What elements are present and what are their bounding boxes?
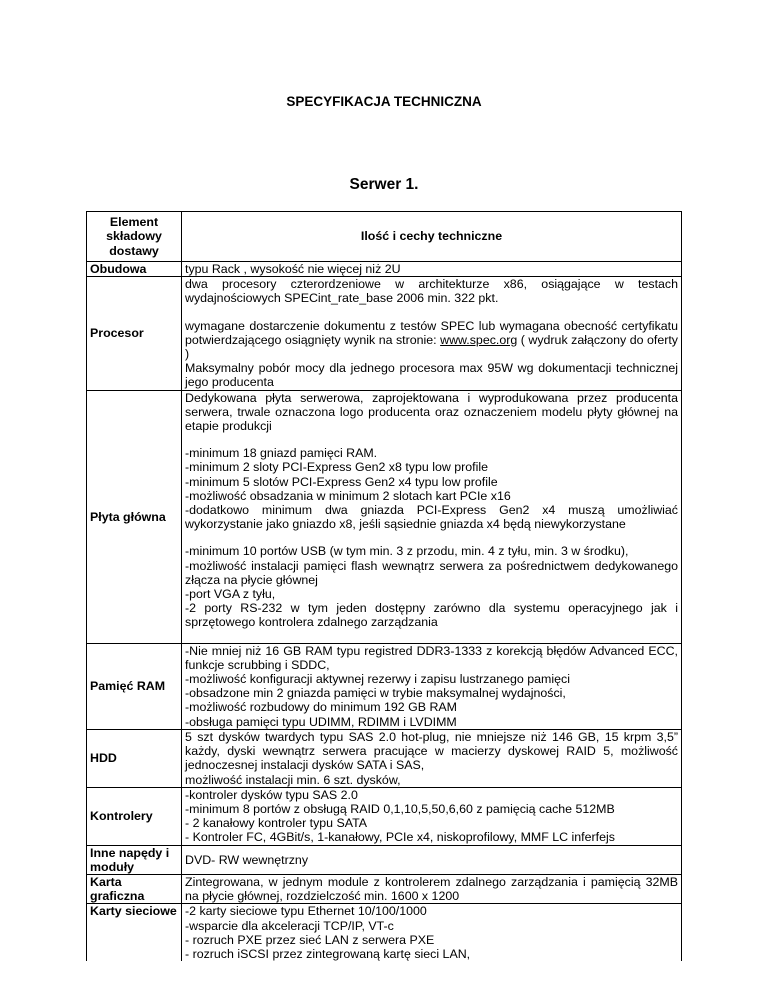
row-label: Pamięć RAM xyxy=(87,643,182,729)
value-line: Dedykowana płyta serwerowa, zaprojektowana i wyprodukowana przez producenta serwera, trwale oznaczona logo producenta oraz oznaczeniem modelu płyty głównej na etapie produkcji xyxy=(185,390,678,434)
value-line: -minimum 5 slotów PCI-Express Gen2 x4 typu low profile xyxy=(185,474,498,489)
row-label: Inne napędy i moduły xyxy=(87,845,182,874)
row-label: Karta graficzna xyxy=(87,874,182,903)
header-element: Element składowy dostawy xyxy=(87,212,182,262)
value-line: 5 szt dysków twardych typu SAS 2.0 hot-plug, nie mniejsze niż 146 GB, 15 krpm 3,5” każdy, dyski wewnątrz serwera pracujące w macierzy dyskowej RAID 5, możliwość jednoczesnej instalacji dysków SATA i SAS, xyxy=(185,729,678,773)
row-label: Procesor xyxy=(87,277,182,390)
row-label: Obudowa xyxy=(87,262,182,277)
specification-table xyxy=(86,211,682,961)
value-line: -możliwość konfiguracji aktywnej rezerwy i zapisu lustrzanego pamięci xyxy=(185,672,570,687)
value-line: -możliwość obsadzania w minimum 2 slotach kart PCIe x16 xyxy=(185,488,511,503)
value-line: -2 porty RS-232 w tym jeden dostępny zarówno dla systemu operacyjnego jak i sprzętowego kontrolera zdalnego zarządzania xyxy=(185,601,678,630)
value-line: -Nie mniej niż 16 GB RAM typu registred DDR3-1333 z korekcją błędów Advanced ECC, funkcje scrubbing i SDDC, xyxy=(185,643,678,672)
value-line: -2 karty sieciowe typu Ethernet 10/100/1000 xyxy=(185,904,427,919)
row-inne-napedy xyxy=(87,845,682,874)
value-line: typu Rack , wysokość nie więcej niż 2U xyxy=(185,262,401,276)
row-karta-graficzna xyxy=(87,874,682,903)
value-line: - Kontroler FC, 4GBit/s, 1-kanałowy, PCIe x4, niskoprofilowy, MMF LC inferfejs xyxy=(185,830,615,845)
header-features: Ilość i cechy techniczne xyxy=(182,212,682,262)
row-hdd xyxy=(87,729,682,787)
row-procesor xyxy=(87,277,682,390)
value-line: możliwość instalacji min. 6 szt. dysków, xyxy=(185,772,401,787)
row-plyta-glowna xyxy=(87,390,682,643)
value-line xyxy=(185,319,678,362)
document-title: SPECYFIKACJA TECHNICZNA xyxy=(286,94,482,109)
value-line: Maksymalny pobór mocy dla jednego procesora max 95W wg dokumentacji technicznej jego producenta xyxy=(185,361,678,390)
value-line: -obsługa pamięci typu UDIMM, RDIMM i LVDIMM xyxy=(185,714,457,729)
row-value: Zintegrowana, w jednym module z kontrolerem zdalnego zarządzania i pamięcią 32MB na płycie głównej, rozdzielczość min. 1600 x 1200 xyxy=(182,874,682,903)
value-line: dwa procesory czterordzeniowe w architekturze x86, osiągające w testach wydajnościowych SPECint_rate_base 2006 min. 322 pkt. xyxy=(185,277,678,306)
row-obudowa xyxy=(87,262,682,277)
value-line: -dodatkowo minimum dwa gniazda PCI-Express Gen2 x4 muszą umożliwiać wykorzystanie jako gniazdo x8, jeśli sąsiednie gniazda x4 będą niewykorzystane xyxy=(185,503,678,532)
value-text: wymagane dostarczenie dokumentu z testów SPEC lub wymagana obecność certyfikatu potwierdzającego osiągnięty wynik na stronie: xyxy=(185,318,678,347)
row-value xyxy=(182,643,682,729)
row-kontrolery xyxy=(87,787,682,845)
value-line: -port VGA z tyłu, xyxy=(185,587,276,602)
value-line: - rozruch iSCSI przez zintegrowaną kartę sieci LAN, xyxy=(185,946,471,961)
value-line: -możliwość rozbudowy do minimum 192 GB RAM xyxy=(185,700,457,715)
spec-org-link[interactable]: www.spec.org xyxy=(440,332,518,347)
table-header-row xyxy=(87,212,682,262)
row-value xyxy=(182,277,682,390)
row-value: DVD- RW wewnętrzny xyxy=(182,845,682,874)
row-label: Karty sieciowe xyxy=(87,904,182,961)
row-label: Płyta główna xyxy=(87,390,182,643)
value-line: -kontroler dysków typu SAS 2.0 xyxy=(185,787,358,802)
row-value xyxy=(182,262,682,277)
value-line: -możliwość instalacji pamięci flash wewnątrz serwera za pośrednictwem dedykowanego złącza na płycie głównej xyxy=(185,558,678,587)
value-line: -obsadzone min 2 gniazda pamięci w trybie maksymalnej wydajności, xyxy=(185,686,566,701)
row-value xyxy=(182,729,682,787)
row-label: Kontrolery xyxy=(87,787,182,845)
value-line: -minimum 8 portów z obsługą RAID 0,1,10,5,50,6,60 z pamięcią cache 512MB xyxy=(185,801,615,816)
value-line: - rozruch PXE przez sieć LAN z serwera PXE xyxy=(185,932,435,947)
value-line: - 2 kanałowy kontroler typu SATA xyxy=(185,816,368,831)
document-subtitle: Serwer 1. xyxy=(349,176,419,193)
row-label: HDD xyxy=(87,729,182,787)
value-line: -minimum 18 gniazd pamięci RAM. xyxy=(185,446,378,461)
row-value xyxy=(182,787,682,845)
value-line: -minimum 2 sloty PCI-Express Gen2 x8 typu low profile xyxy=(185,460,488,475)
value-line: -wsparcie dla akceleracji TCP/IP, VT-c xyxy=(185,918,394,933)
row-pamiec-ram xyxy=(87,643,682,729)
value-line: -minimum 10 portów USB (w tym min. 3 z przodu, min. 4 z tyłu, min. 3 w środku), xyxy=(185,544,629,559)
row-value xyxy=(182,390,682,643)
row-value xyxy=(182,904,682,961)
value-text: ( wydruk załączony do oferty ) xyxy=(185,332,678,362)
row-karty-sieciowe xyxy=(87,904,682,961)
